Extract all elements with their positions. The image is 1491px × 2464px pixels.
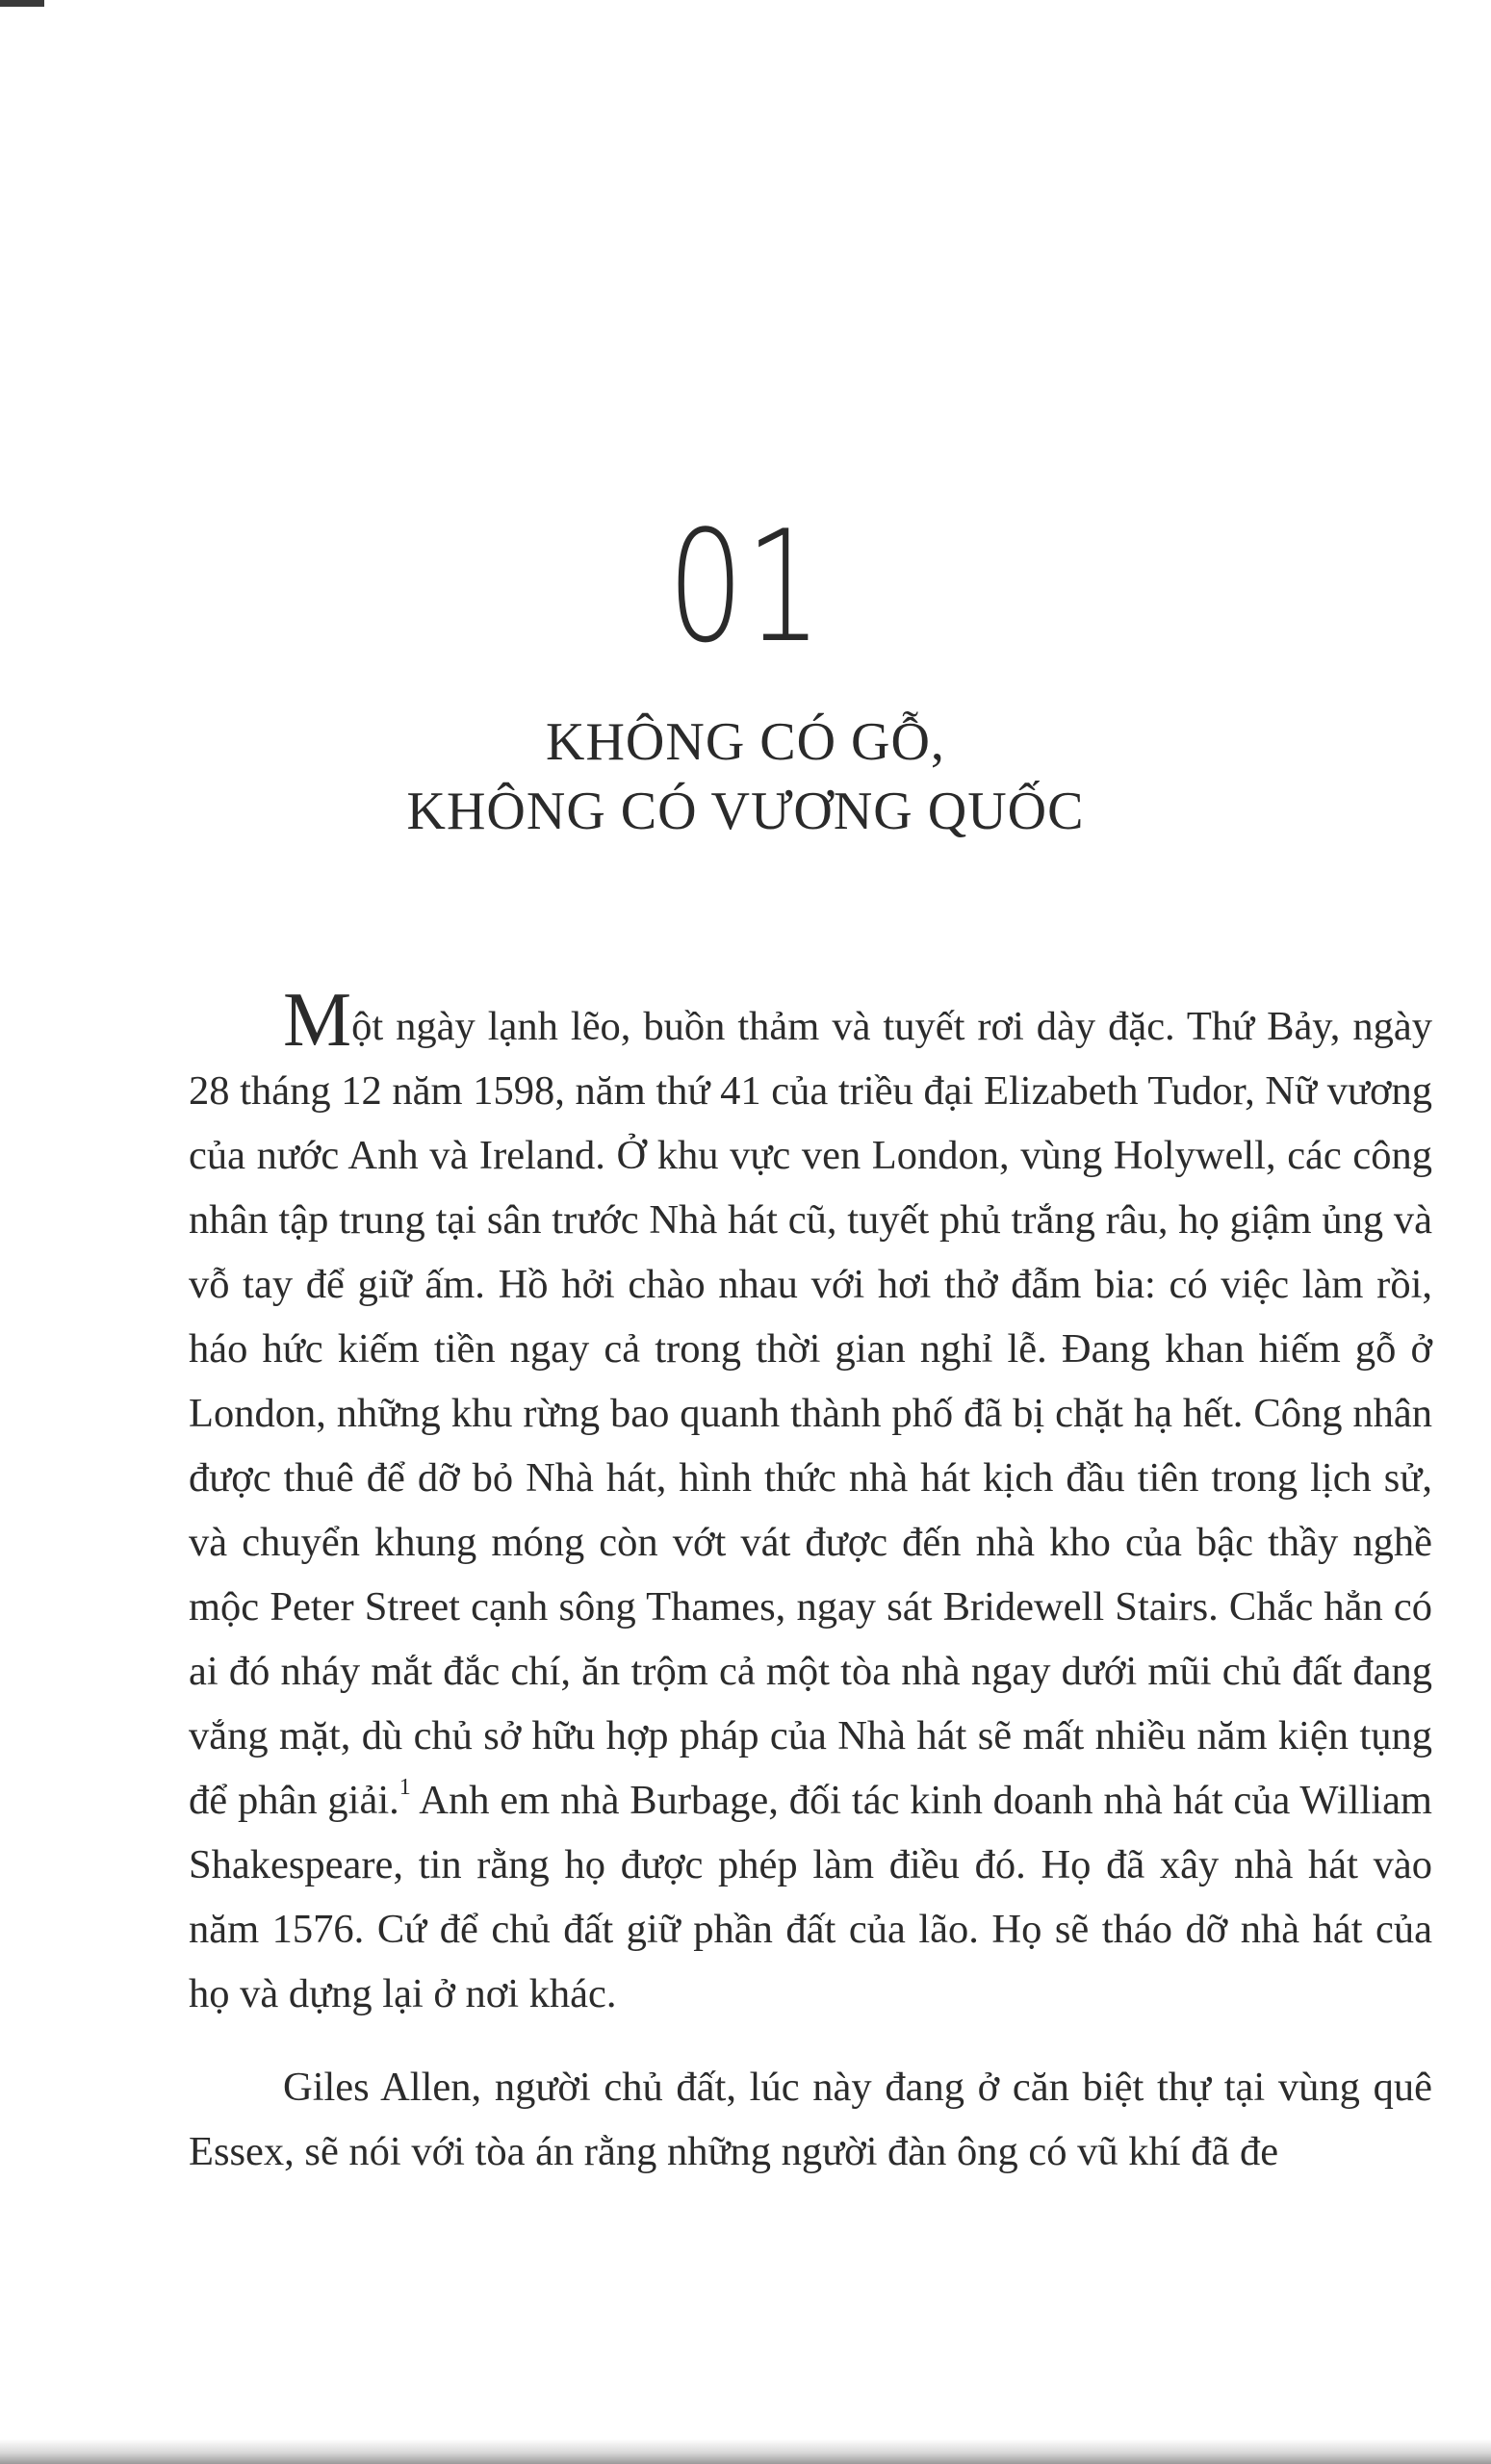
page-bottom-edge-shadow [0,2439,1491,2464]
chapter-number: 01 [667,497,824,677]
paragraph-2 [189,2055,1432,2184]
chapter-title-line-2: KHÔNG CÓ VƯƠNG QUỐC [406,782,1085,841]
paragraph-1 [189,978,1432,2026]
chapter-title-line-1: KHÔNG CÓ GỖ, [546,712,945,772]
paragraph-2-text: Giles Allen, người chủ đất, lúc này đang ở căn biệt thự tại vùng quê Essex, sẽ nói với tòa án rằng những người đàn ông có vũ khí đã đe [189,2065,1432,2174]
paragraph-1-text-continued: Anh em nhà Burbage, đối tác kinh doanh nhà hát của William Shakespeare, tin rằng họ được phép làm điều đó. Họ đã xây nhà hát vào năm 1576. Cứ để chủ đất giữ phần đất của lão. Họ sẽ tháo dỡ nhà hát của họ và dựng lại ở nơi khác. [189,1778,1432,2016]
paragraph-1-text: ột ngày lạnh lẽo, buồn thảm và tuyết rơi dày đặc. Thứ Bảy, ngày 28 tháng 12 năm 1598, năm thứ 41 của triều đại Elizabeth Tudor, Nữ vương của nước Anh và Ireland. Ở khu vực ven London, vùng Holywell, các công nhân tập trung tại sân trước Nhà hát cũ, tuyết phủ trắng râu, họ giậm ủng và vỗ tay để giữ ấm. Hồ hởi chào nhau với hơi thở đẫm bia: có việc làm rồi, háo hức kiếm tiền ngay cả trong thời gian nghỉ lễ. Đang khan hiếm gỗ ở London, những khu rừng bao quanh thành phố đã bị chặt hạ hết. Công nhân được thuê để dỡ bỏ Nhà hát, hình thức nhà hát kịch đầu tiên trong lịch sử, và chuyển khung móng còn vớt vát được đến nhà kho của bậc thầy nghề mộc Peter Street cạnh sông Thames, ngay sát Bridewell Stairs. Chắc hẳn có ai đó nháy mắt đắc chí, ăn trộm cả một tòa nhà ngay dưới mũi chủ đất đang vắng mặt, dù chủ sở hữu hợp pháp của Nhà hát sẽ mất nhiều năm kiện tụng để phân giải. [189,1004,1432,1823]
body-text [189,978,1432,2184]
chapter-title [0,707,1491,846]
page-corner-mark [0,0,44,7]
footnote-reference[interactable]: 1 [398,1775,411,1800]
drop-cap: M [283,978,352,1063]
